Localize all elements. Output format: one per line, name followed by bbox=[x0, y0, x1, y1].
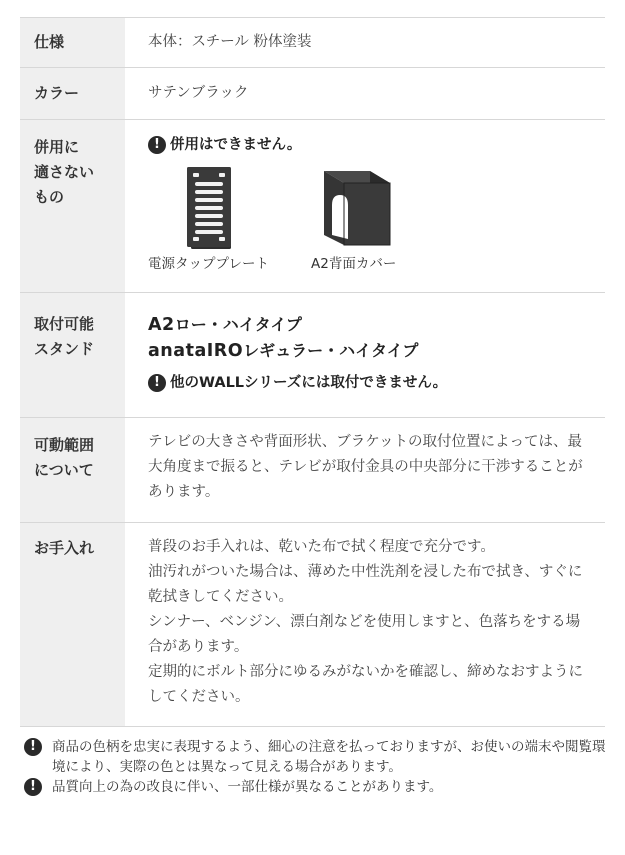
stand-a2-name: A2 bbox=[148, 315, 175, 335]
row-body-stands bbox=[125, 293, 605, 417]
care-paragraph: 普段のお手入れは、乾いた布で拭く程度で充分です。 bbox=[148, 539, 495, 555]
incompatible-products bbox=[148, 165, 605, 273]
row-head-spec: 仕様 bbox=[20, 18, 125, 67]
row-body-incompatible bbox=[125, 120, 605, 292]
row-care bbox=[20, 523, 605, 727]
row-stands bbox=[20, 293, 605, 418]
stand-anatairo-name: anataIRO bbox=[148, 341, 244, 361]
row-head-range: 可動範囲 について bbox=[20, 418, 125, 522]
row-head-color: カラー bbox=[20, 68, 125, 119]
product-back-cover bbox=[311, 165, 431, 273]
back-cover-caption: A2背面カバー bbox=[311, 256, 397, 272]
row-color bbox=[20, 68, 605, 120]
row-body-range: テレビの大きさや背面形状、ブラケットの取付位置によっては、最大角度まで振ると、テレビが取付金具の中央部分に干渉することがあります。 bbox=[148, 434, 583, 500]
stand-anatairo bbox=[148, 338, 605, 364]
footnote-spec bbox=[24, 777, 614, 797]
footnote-color-text: 商品の色柄を忠実に表現するよう、細心の注意を払っておりますが、お使いの端末や閲覧環境により、実際の色とは異なって見える場合があります。 bbox=[52, 739, 606, 775]
row-head-stands: 取付可能 スタンド bbox=[20, 293, 125, 417]
row-spec bbox=[20, 18, 605, 68]
stand-a2 bbox=[148, 312, 605, 338]
footnote-spec-text: 品質向上の為の改良に伴い、一部仕様が異なることがあります。 bbox=[52, 779, 443, 795]
care-paragraph: 油汚れがついた場合は、薄めた中性洗剤を浸した布で拭き、すぐに乾拭きしてください。 bbox=[148, 564, 583, 605]
stand-a2-types: ロー・ハイタイプ bbox=[174, 315, 302, 334]
product-outlet-plate bbox=[148, 165, 311, 273]
incompatible-warning bbox=[148, 134, 605, 156]
stands-warning-text: 他のWALLシリーズには取付できません。 bbox=[170, 375, 448, 391]
row-range bbox=[20, 418, 605, 523]
care-paragraph: 定期的にボルト部分にゆるみがないかを確認し、締めなおすようにしてください。 bbox=[148, 664, 583, 705]
incompatible-warning-text: 併用はできません。 bbox=[170, 137, 302, 153]
stand-anatairo-types: レギュラー・ハイタイプ bbox=[243, 341, 419, 360]
row-incompatible bbox=[20, 120, 605, 293]
exclamation-icon: ! bbox=[148, 136, 166, 154]
footnotes bbox=[24, 737, 614, 797]
outlet-plate-caption: 電源タッププレート bbox=[148, 256, 269, 272]
stands-warning bbox=[148, 372, 605, 394]
row-head-care: お手入れ bbox=[20, 523, 125, 726]
row-body-spec: 本体：スチール 粉体塗装 bbox=[148, 34, 312, 50]
exclamation-icon: ! bbox=[24, 778, 42, 796]
exclamation-icon: ! bbox=[148, 374, 166, 392]
care-paragraph: シンナー、ベンジン、漂白剤などを使用しますと、色落ちをする場合があります。 bbox=[148, 614, 581, 655]
row-body-care bbox=[125, 523, 605, 726]
outlet-plate-image bbox=[148, 165, 311, 251]
back-cover-image bbox=[311, 165, 431, 251]
row-head-incompatible: 併用に 適さない もの bbox=[20, 120, 125, 292]
footnote-color bbox=[24, 737, 614, 777]
exclamation-icon: ! bbox=[24, 738, 42, 756]
spec-table bbox=[20, 17, 605, 727]
row-body-color: サテンブラック bbox=[148, 85, 249, 101]
